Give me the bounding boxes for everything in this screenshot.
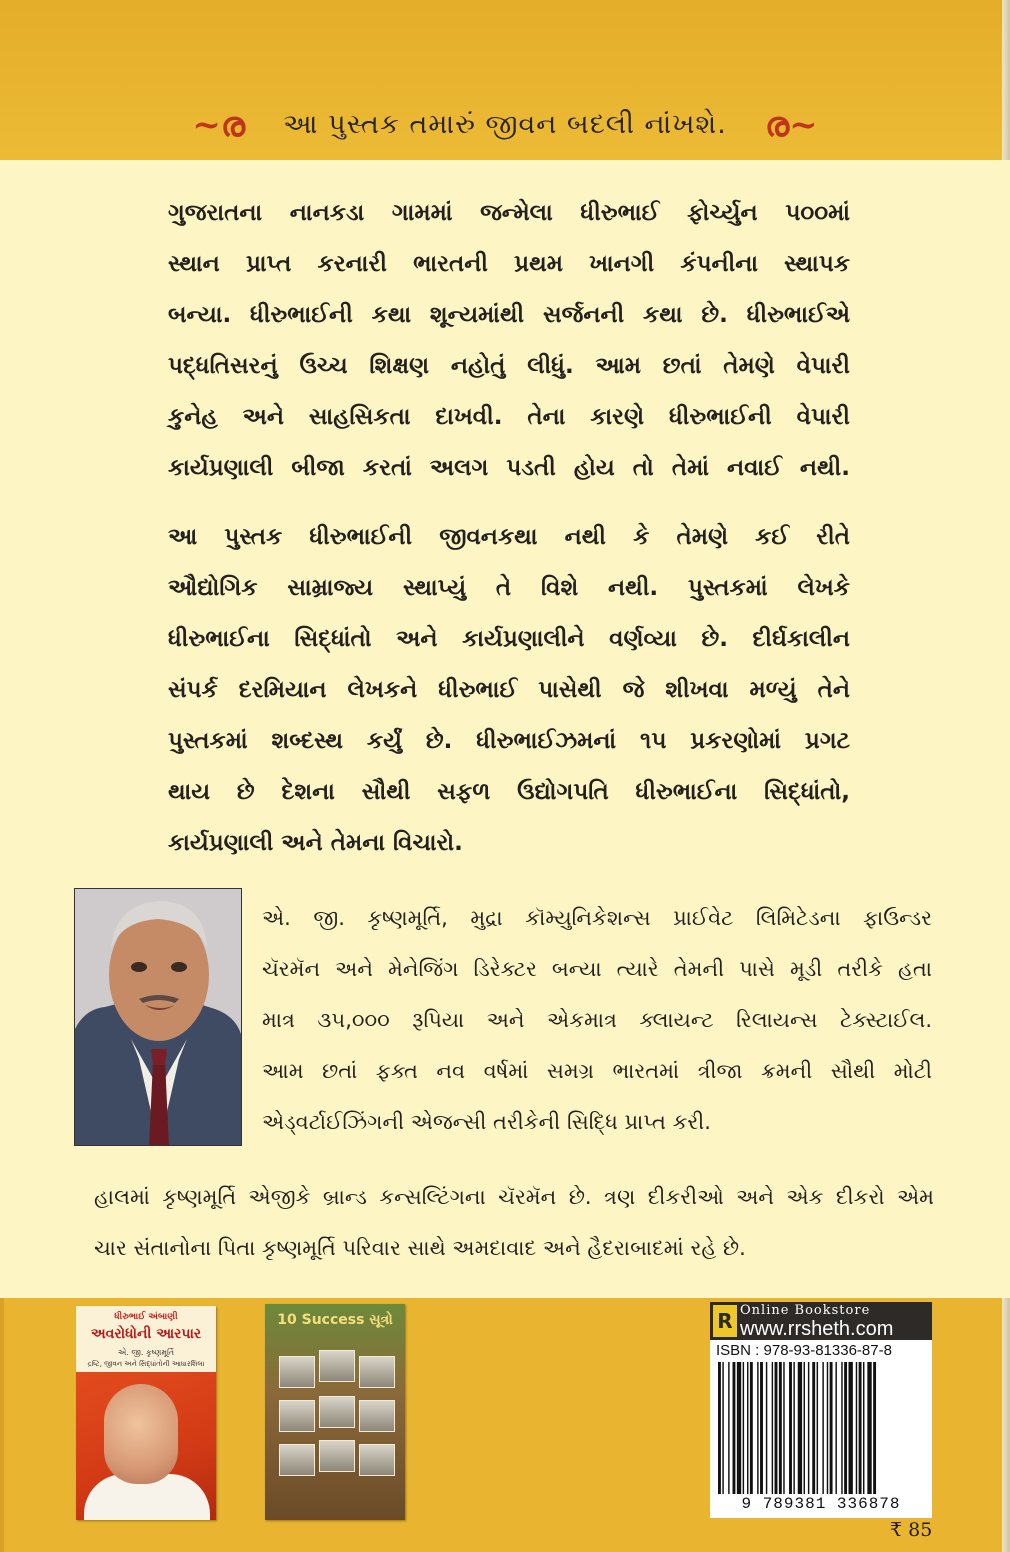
barcode-bar	[844, 1362, 847, 1494]
face-shape	[104, 1384, 178, 1484]
author-current-role	[94, 1172, 934, 1274]
bookstore-url: www.rrsheth.com	[740, 1318, 894, 1340]
related-book-1-series: ધીરુભાઈ અંબાણી	[114, 1312, 178, 1322]
portrait-thumbnail	[359, 1444, 395, 1476]
text-line: આમ છતાં ફક્ત નવ વર્ષમાં સમગ્ર ભારતમાં ત્રીજા ક્રમની સૌથી મોટી	[262, 1059, 932, 1083]
barcode-bar	[863, 1362, 864, 1494]
text-line: સ્થાન પ્રાપ્ત કરનારી ભારતની પ્રથમ ખાનગી કંપનીના સ્થાપક	[168, 251, 850, 277]
barcode-bar	[722, 1362, 723, 1494]
related-book-1-subtitle: દ્રષ્ટિ, જીવન અને સિદ્ધાંતોની આધારશિલા	[87, 1360, 205, 1368]
portrait-thumbnail	[279, 1444, 315, 1476]
barcode-bar	[849, 1362, 853, 1494]
text-line: કાર્યપ્રણાલી અને તેમના વિચારો.	[168, 830, 463, 856]
barcode-bar	[817, 1362, 818, 1494]
text-line: માત્ર ૩૫,૦૦૦ રૂપિયા અને એકમાત્ર ક્લાયન્ટ રિલાયન્સ ટેક્સ્ટાઈલ.	[262, 1008, 932, 1032]
author-bio	[262, 893, 932, 1148]
synopsis-paragraph-2	[168, 512, 850, 869]
barcode-bar	[808, 1362, 809, 1494]
text-line: ઔદ્યોગિક સામ્રાજ્ય સ્થાપ્યું તે વિશે નથી. પુસ્તકમાં લેખકે	[168, 575, 850, 601]
text-line: ચાર સંતાનોના પિતા કૃષ્ણમૂર્તિ પરિવાર સાથે અમદાવાદ અને હૈદરાબાદમાં રહે છે.	[94, 1236, 746, 1260]
text-line: ચૅરમૅન અને મેનેજિંગ ડિરેક્ટર બન્યા ત્યારે તેમની પાસે મૂડી તરીકે હતા	[262, 957, 932, 981]
price-label: ₹ 85	[890, 1519, 933, 1541]
flourish-right-icon: ര~	[764, 105, 818, 145]
text-line: કાર્યપ્રણાલી બીજા કરતાં અલગ પડતી હોય તો તેમાં નવાઈ નથી.	[168, 455, 850, 481]
online-bookstore-label: Online Bookstore	[740, 1303, 871, 1318]
text-line: પુસ્તકમાં શબ્દસ્થ કર્યું છે. ધીરુભાઈઝમનાં ૧૫ પ્રકરણોમાં પ્રગટ	[168, 728, 850, 754]
related-book-1-title: અવરોધોની આરપાર	[90, 1326, 202, 1342]
text-line: પદ્ધતિસરનું ઉચ્ચ શિક્ષણ નહોતું લીધું. આમ છતાં તેમણે વેપારી	[168, 353, 850, 379]
barcode-panel	[710, 1302, 932, 1518]
author-photo	[74, 888, 242, 1146]
barcode-bar	[812, 1362, 815, 1494]
barcode-bar	[779, 1362, 782, 1494]
barcode-bar	[822, 1362, 823, 1494]
barcode-bar	[766, 1362, 767, 1494]
barcode-bar	[827, 1362, 828, 1494]
barcode-bar	[737, 1362, 741, 1494]
text-line: સંપર્ક દરમિયાન લેખકને ધીરુભાઈ પાસેથી જે શીખવા મળ્યું તેને	[168, 677, 850, 703]
synopsis-paragraph-1	[168, 188, 850, 494]
barcode-bar	[757, 1362, 758, 1494]
barcode-bar	[859, 1362, 862, 1494]
portrait-thumbnail	[319, 1396, 355, 1428]
portrait-thumbnail	[319, 1440, 355, 1472]
portrait-thumbnail	[359, 1400, 395, 1432]
barcode-bar	[793, 1362, 794, 1494]
barcode-bar	[835, 1362, 836, 1494]
text-line: એડ્વર્ટાઈઝિંગની એજન્સી તરીકેની સિદ્ધિ પ્રાપ્ત કરી.	[262, 1110, 711, 1134]
bookstore-logo-icon: R	[713, 1305, 737, 1337]
barcode-bar	[789, 1362, 792, 1494]
barcode-bar	[856, 1362, 857, 1494]
text-line: એ. જી. કૃષ્ણમૂર્તિ, મુદ્રા કૉમ્યુનિકેશન્સ પ્રાઈવેટ લિમિટેડના ફાઉન્ડર	[262, 906, 932, 930]
author-portrait-icon	[75, 889, 242, 1146]
barcode-bar	[772, 1362, 773, 1494]
text-line: કુનેહ અને સાહસિકતા દાખવી. તેના કારણે ધીરુભાઈની વેપારી	[168, 404, 850, 430]
portrait-thumbnail	[319, 1350, 355, 1382]
barcode-bar	[733, 1362, 736, 1494]
related-book-cover-2	[265, 1304, 405, 1520]
related-book-1-author: એ. જી. કૃષ્ણમૂર્તિ	[117, 1348, 175, 1357]
barcode-bar	[760, 1362, 763, 1494]
text-line: હાલમાં કૃષ્ણમૂર્તિ એજીકે બ્રાન્ડ કન્સલ્ટિંગના ચૅરમૅન છે. ત્રણ દીકરીઓ અને એક દીકરો એમ	[94, 1185, 934, 1209]
barcode-bar	[783, 1362, 784, 1494]
tagline: આ પુસ્તક તમારું જીવન બદલી નાંખશે.	[283, 109, 727, 140]
barcode-digits: 9 789381 336878	[741, 1495, 901, 1513]
text-line: ધીરુભાઈના સિદ્ધાંતો અને કાર્યપ્રણાલીને વર્ણવ્યા છે. દીર્ઘકાલીન	[168, 626, 850, 652]
portrait-thumbnail	[279, 1356, 315, 1388]
barcode-bar	[841, 1362, 842, 1494]
text-line: આ પુસ્તક ધીરુભાઈની જીવનકથા નથી કે તેમણે કઈ રીતે	[168, 524, 850, 550]
barcode-bar	[718, 1362, 721, 1494]
barcode-bar	[867, 1362, 871, 1494]
portrait-thumbnail	[279, 1400, 315, 1432]
barcode-bar	[750, 1362, 753, 1494]
related-book-cover-1	[76, 1306, 216, 1520]
isbn-number: ISBN : 978-93-81336-87-8	[716, 1342, 892, 1359]
related-book-2-title: 10 Success સૂત્રો	[277, 1312, 393, 1328]
text-line: બન્યા. ધીરુભાઈની કથા શૂન્યમાંથી સર્જનની કથા છે. ધીરુભાઈએ	[168, 302, 850, 328]
barcode-bar	[873, 1362, 876, 1494]
tagline-row	[0, 100, 1010, 150]
barcode-bar	[747, 1362, 748, 1494]
barcode-icon	[716, 1362, 926, 1494]
barcode-bar	[743, 1362, 744, 1494]
text-line: ગુજરાતના નાનકડા ગામમાં જન્મેલા ધીરુભાઈ ફોર્ચ્યુન ૫૦૦માં	[168, 200, 850, 226]
barcode-bar	[830, 1362, 833, 1494]
flourish-left-icon: ~ര	[192, 105, 246, 145]
related-book-1-artwork	[76, 1372, 216, 1520]
portrait-thumbnail	[359, 1356, 395, 1388]
barcode-bar	[728, 1362, 729, 1494]
barcode-bar	[804, 1362, 805, 1494]
online-bookstore-banner	[710, 1302, 932, 1340]
barcode-bar	[775, 1362, 778, 1494]
text-line: થાય છે દેશના સૌથી સફળ ઉદ્યોગપતિ ધીરુભાઈના સિદ્ધાંતો,	[168, 779, 850, 805]
barcode-bar	[798, 1362, 802, 1494]
